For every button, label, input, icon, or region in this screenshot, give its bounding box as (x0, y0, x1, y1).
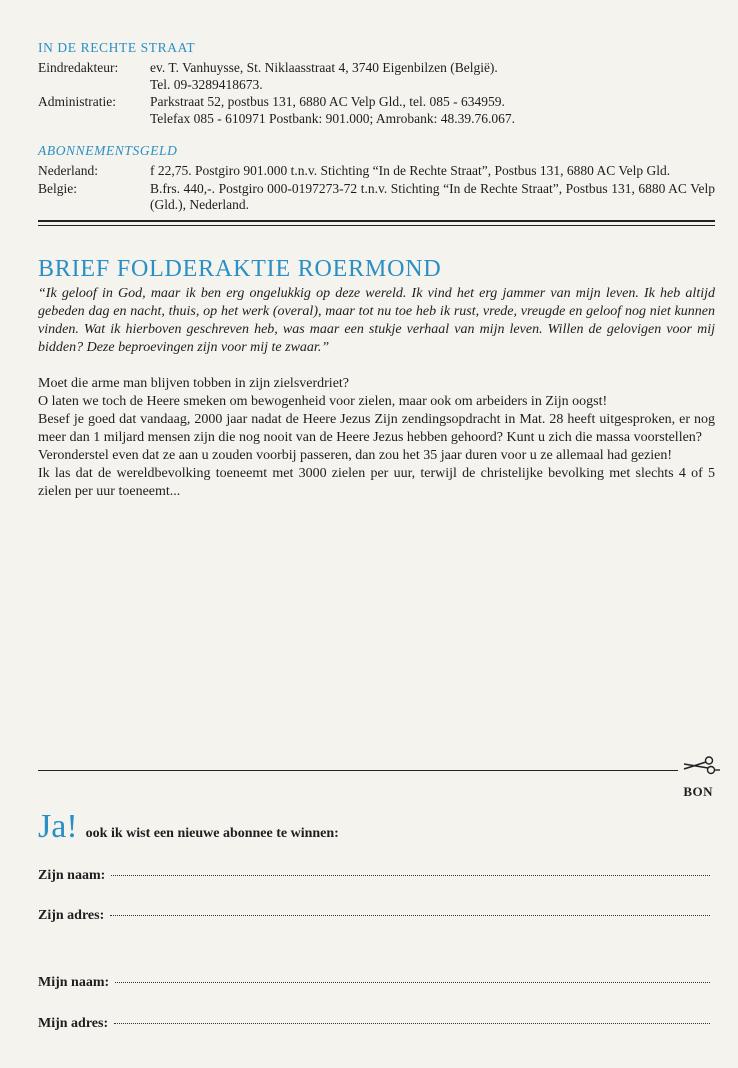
editor-value (150, 60, 715, 93)
field-label: Zijn naam: (38, 868, 106, 883)
bon-label: BON (683, 784, 713, 799)
nl-label: Nederland: (38, 163, 98, 178)
coupon-heading (38, 808, 339, 846)
subscription-row-nl (38, 163, 715, 180)
editor-line-2: Tel. 09-3289418673. (150, 76, 263, 92)
admin-line-2: Telefax 085 - 610971 Postbank: 901.000; Amrobank: 48.39.76.067. (150, 110, 516, 126)
article-body (38, 375, 715, 501)
masthead-title: IN DE RECHTE STRAAT (38, 40, 196, 55)
field-zijn-adres[interactable] (38, 908, 710, 924)
paragraph: O laten we toch de Heere smeken om bewogenheid voor zielen, maar ook om arbeiders in Zijn oogst! (38, 393, 608, 409)
page (38, 40, 715, 501)
subscription-title: ABONNEMENTSGELD (38, 143, 178, 158)
field-label: Zijn adres: (38, 908, 105, 923)
be-label: Belgie: (38, 180, 77, 196)
dotted-input-line[interactable] (115, 982, 710, 983)
dotted-input-line[interactable] (110, 915, 710, 916)
editor-label: Eindredakteur: (38, 60, 119, 75)
paragraph: Ik las dat de wereldbevolking toeneemt met 3000 zielen per uur, terwijl de christelijke bevolking met slechts 4 of 5 zielen per uur toeneemt... (38, 465, 715, 499)
paragraph: Besef je goed dat vandaag, 2000 jaar nadat de Heere Jezus Zijn zendingsopdracht in Mat. 28 heeft uitgesproken, er nog meer dan 1 miljard mensen zijn die nog nooit van de Heere Jezus hebben gehoord? Kunt u zich die massa voorstellen? (38, 411, 715, 445)
coupon-intro: ook ik wist een nieuwe abonnee te winnen: (85, 826, 339, 841)
paragraph: Veronderstel even dat ze aan u zouden voorbij passeren, dan zou het 35 jaar duren voor u ze allemaal had gezien! (38, 447, 673, 463)
nl-value: f 22,75. Postgiro 901.000 t.n.v. Stichting “In de Rechte Straat”, Postbus 131, 6880 AC Velp Gld. (150, 163, 671, 178)
masthead-row-editor (38, 60, 715, 93)
admin-line-1: Parkstraat 52, postbus 131, 6880 AC Velp Gld., tel. 085 - 634959. (150, 94, 505, 109)
dotted-input-line[interactable] (114, 1023, 710, 1024)
divider-thick (38, 220, 715, 222)
admin-label: Administratie: (38, 94, 116, 109)
scissors-icon (682, 756, 720, 781)
subscription-row-be (38, 181, 715, 214)
paragraph: Moet die arme man blijven tobben in zijn zielsverdriet? (38, 375, 350, 391)
editor-line-1: ev. T. Vanhuysse, St. Niklaasstraat 4, 3740 Eigenbilzen (België). (150, 60, 498, 75)
dotted-input-line[interactable] (111, 875, 710, 876)
article-quote: “Ik geloof in God, maar ik ben erg ongelukkig op deze wereld. Ik vind het erg jammer van mijn leven. Ik heb altijd gebeden dag en nacht, thuis, op het werk (overal), maar tot nu toe heb ik rust, vrede, vreugde en geloof nog niet kunnen vinden. Wat ik hierboven geschreven heb, was maar een stukje verhaal van mijn leven. Willen de gelovigen voor mij bidden? Deze beproevingen zijn voor mij te zwaar.” (38, 285, 715, 355)
be-value: B.frs. 440,-. Postgiro 000-0197273-72 t.n.v. Stichting “In de Rechte Straat”, Postbus 131, 6880 AC Velp (Gld.), Nederland. (150, 180, 715, 212)
field-zijn-naam[interactable] (38, 868, 710, 884)
field-mijn-adres[interactable] (38, 1016, 710, 1032)
ja-exclamation: Ja! (38, 808, 78, 845)
article-title: BRIEF FOLDERAKTIE ROERMOND (38, 255, 442, 282)
field-label: Mijn naam: (38, 975, 110, 990)
divider-thin (38, 225, 715, 226)
field-mijn-naam[interactable] (38, 975, 710, 991)
masthead-row-admin (38, 94, 715, 127)
field-label: Mijn adres: (38, 1016, 109, 1031)
admin-value (150, 94, 715, 127)
cut-line (38, 770, 678, 771)
